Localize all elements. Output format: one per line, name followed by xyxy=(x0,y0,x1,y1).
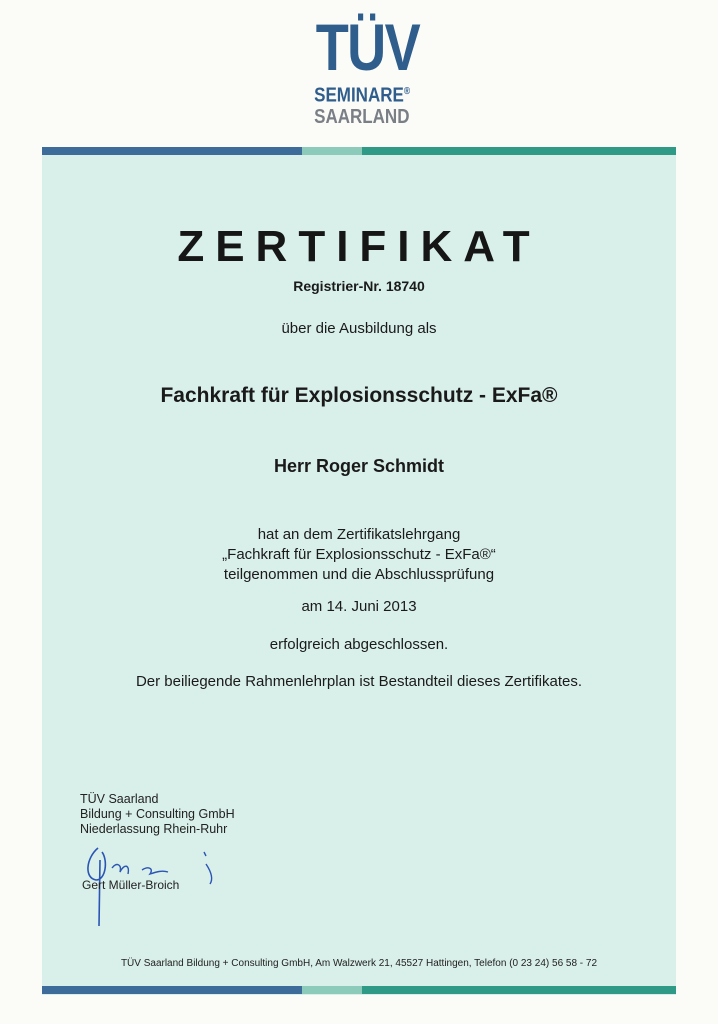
intro-text: über die Ausbildung als xyxy=(281,320,437,337)
result-line: erfolgreich abgeschlossen. xyxy=(269,636,449,653)
curriculum-note: Der beiliegende Rahmenlehrplan ist Bestandteil dieses Zertifikates. xyxy=(135,673,583,690)
body-line-1: hat an dem Zertifikatslehrgang xyxy=(257,526,461,543)
top-stripe xyxy=(42,147,676,155)
certificate-title: ZERTIFIKAT xyxy=(177,222,541,271)
logo-brand: TÜV xyxy=(315,10,420,84)
signer-name: Gert Müller-Broich xyxy=(82,878,180,892)
issuer-line-3: Niederlassung Rhein-Ruhr xyxy=(80,822,228,836)
tuv-logo xyxy=(306,10,420,128)
bottom-stripe xyxy=(42,986,676,994)
issuer-line-1: TÜV Saarland xyxy=(80,792,159,806)
recipient-name: Herr Roger Schmidt xyxy=(273,456,445,476)
registration-number: Registrier-Nr. 18740 xyxy=(293,278,425,294)
issuer-line-2: Bildung + Consulting GmbH xyxy=(80,807,235,821)
exam-date: am 14. Juni 2013 xyxy=(301,598,417,615)
logo-saarland: SAARLAND xyxy=(314,105,410,128)
body-line-3: teilgenommen und die Abschlussprüfung xyxy=(223,566,495,583)
footer-address: TÜV Saarland Bildung + Consulting GmbH, Am Walzwerk 21, 45527 Hattingen, Telefon (0 23 24) 56 58 - 72 xyxy=(120,958,598,969)
course-name: Fachkraft für Explosionsschutz - ExFa® xyxy=(160,384,558,407)
logo-seminare: SEMINARE® xyxy=(314,84,411,107)
body-line-2: „Fachkraft für Explosionsschutz - ExFa®“ xyxy=(222,546,496,563)
